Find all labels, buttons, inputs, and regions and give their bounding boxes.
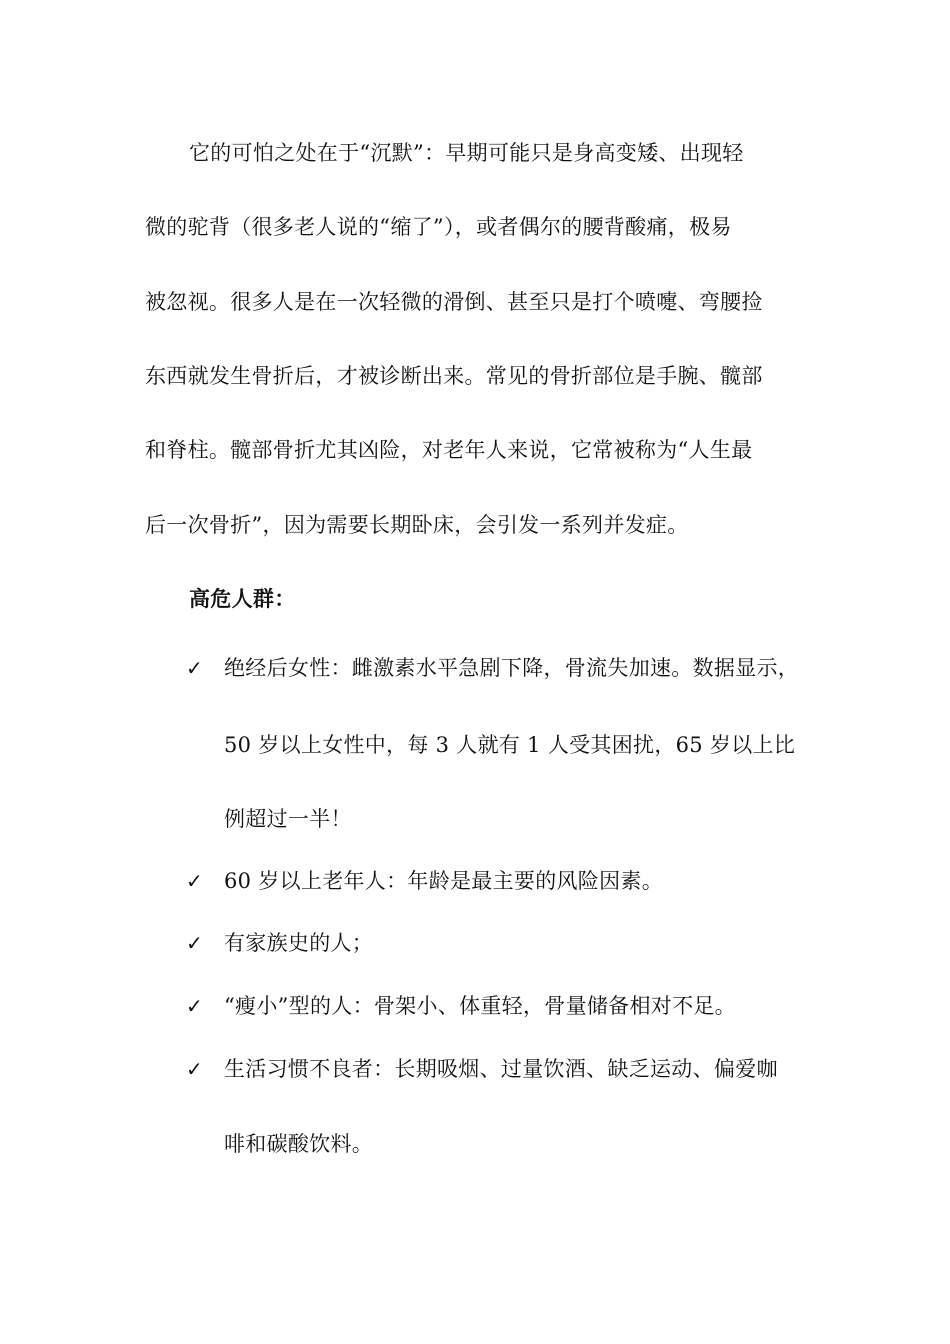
paragraph-line: 它的可怕之处在于“沉默”：早期可能只是身高变矮、出现轻 <box>189 141 744 165</box>
section-heading: 高危人群： <box>189 586 296 611</box>
checkmark-icon: ✓ <box>186 869 203 893</box>
list-item-line: 例超过一半！ <box>224 807 352 831</box>
checkmark-icon: ✓ <box>186 994 203 1018</box>
list-item-line: 50 岁以上女性中，每 3 人就有 1 人受其困扰，65 岁以上比 <box>224 733 796 757</box>
list-item-line: 有家族史的人； <box>224 931 374 955</box>
paragraph-line: 后一次骨折”，因为需要长期卧床，会引发一系列并发症。 <box>145 513 689 537</box>
list-item-line: 生活习惯不良者：长期吸烟、过量饮酒、缺乏运动、偏爱咖 <box>224 1057 778 1081</box>
list-item-line: 绝经后女性：雌激素水平急剧下降，骨流失加速。数据显示， <box>224 656 800 680</box>
list-item-line: 啡和碳酸饮料。 <box>224 1132 374 1156</box>
paragraph-line: 东西就发生骨折后，才被诊断出来。常见的骨折部位是手腕、髋部 <box>145 364 763 388</box>
list-item-line: 60 岁以上老年人：年龄是最主要的风险因素。 <box>224 869 663 893</box>
paragraph-line: 被忽视。很多人是在一次轻微的滑倒、甚至只是打个喷嚏、弯腰捡 <box>145 290 763 314</box>
checkmark-icon: ✓ <box>186 931 203 955</box>
checkmark-icon: ✓ <box>186 1057 203 1081</box>
paragraph-line: 和脊柱。髋部骨折尤其凶险，对老年人来说，它常被称为“人生最 <box>145 438 753 462</box>
checkmark-icon: ✓ <box>186 656 203 680</box>
paragraph-line: 微的驼背（很多老人说的“缩了”），或者偶尔的腰背酸痛，极易 <box>145 215 732 239</box>
list-item-line: “瘦小”型的人：骨架小、体重轻，骨量储备相对不足。 <box>224 994 736 1018</box>
